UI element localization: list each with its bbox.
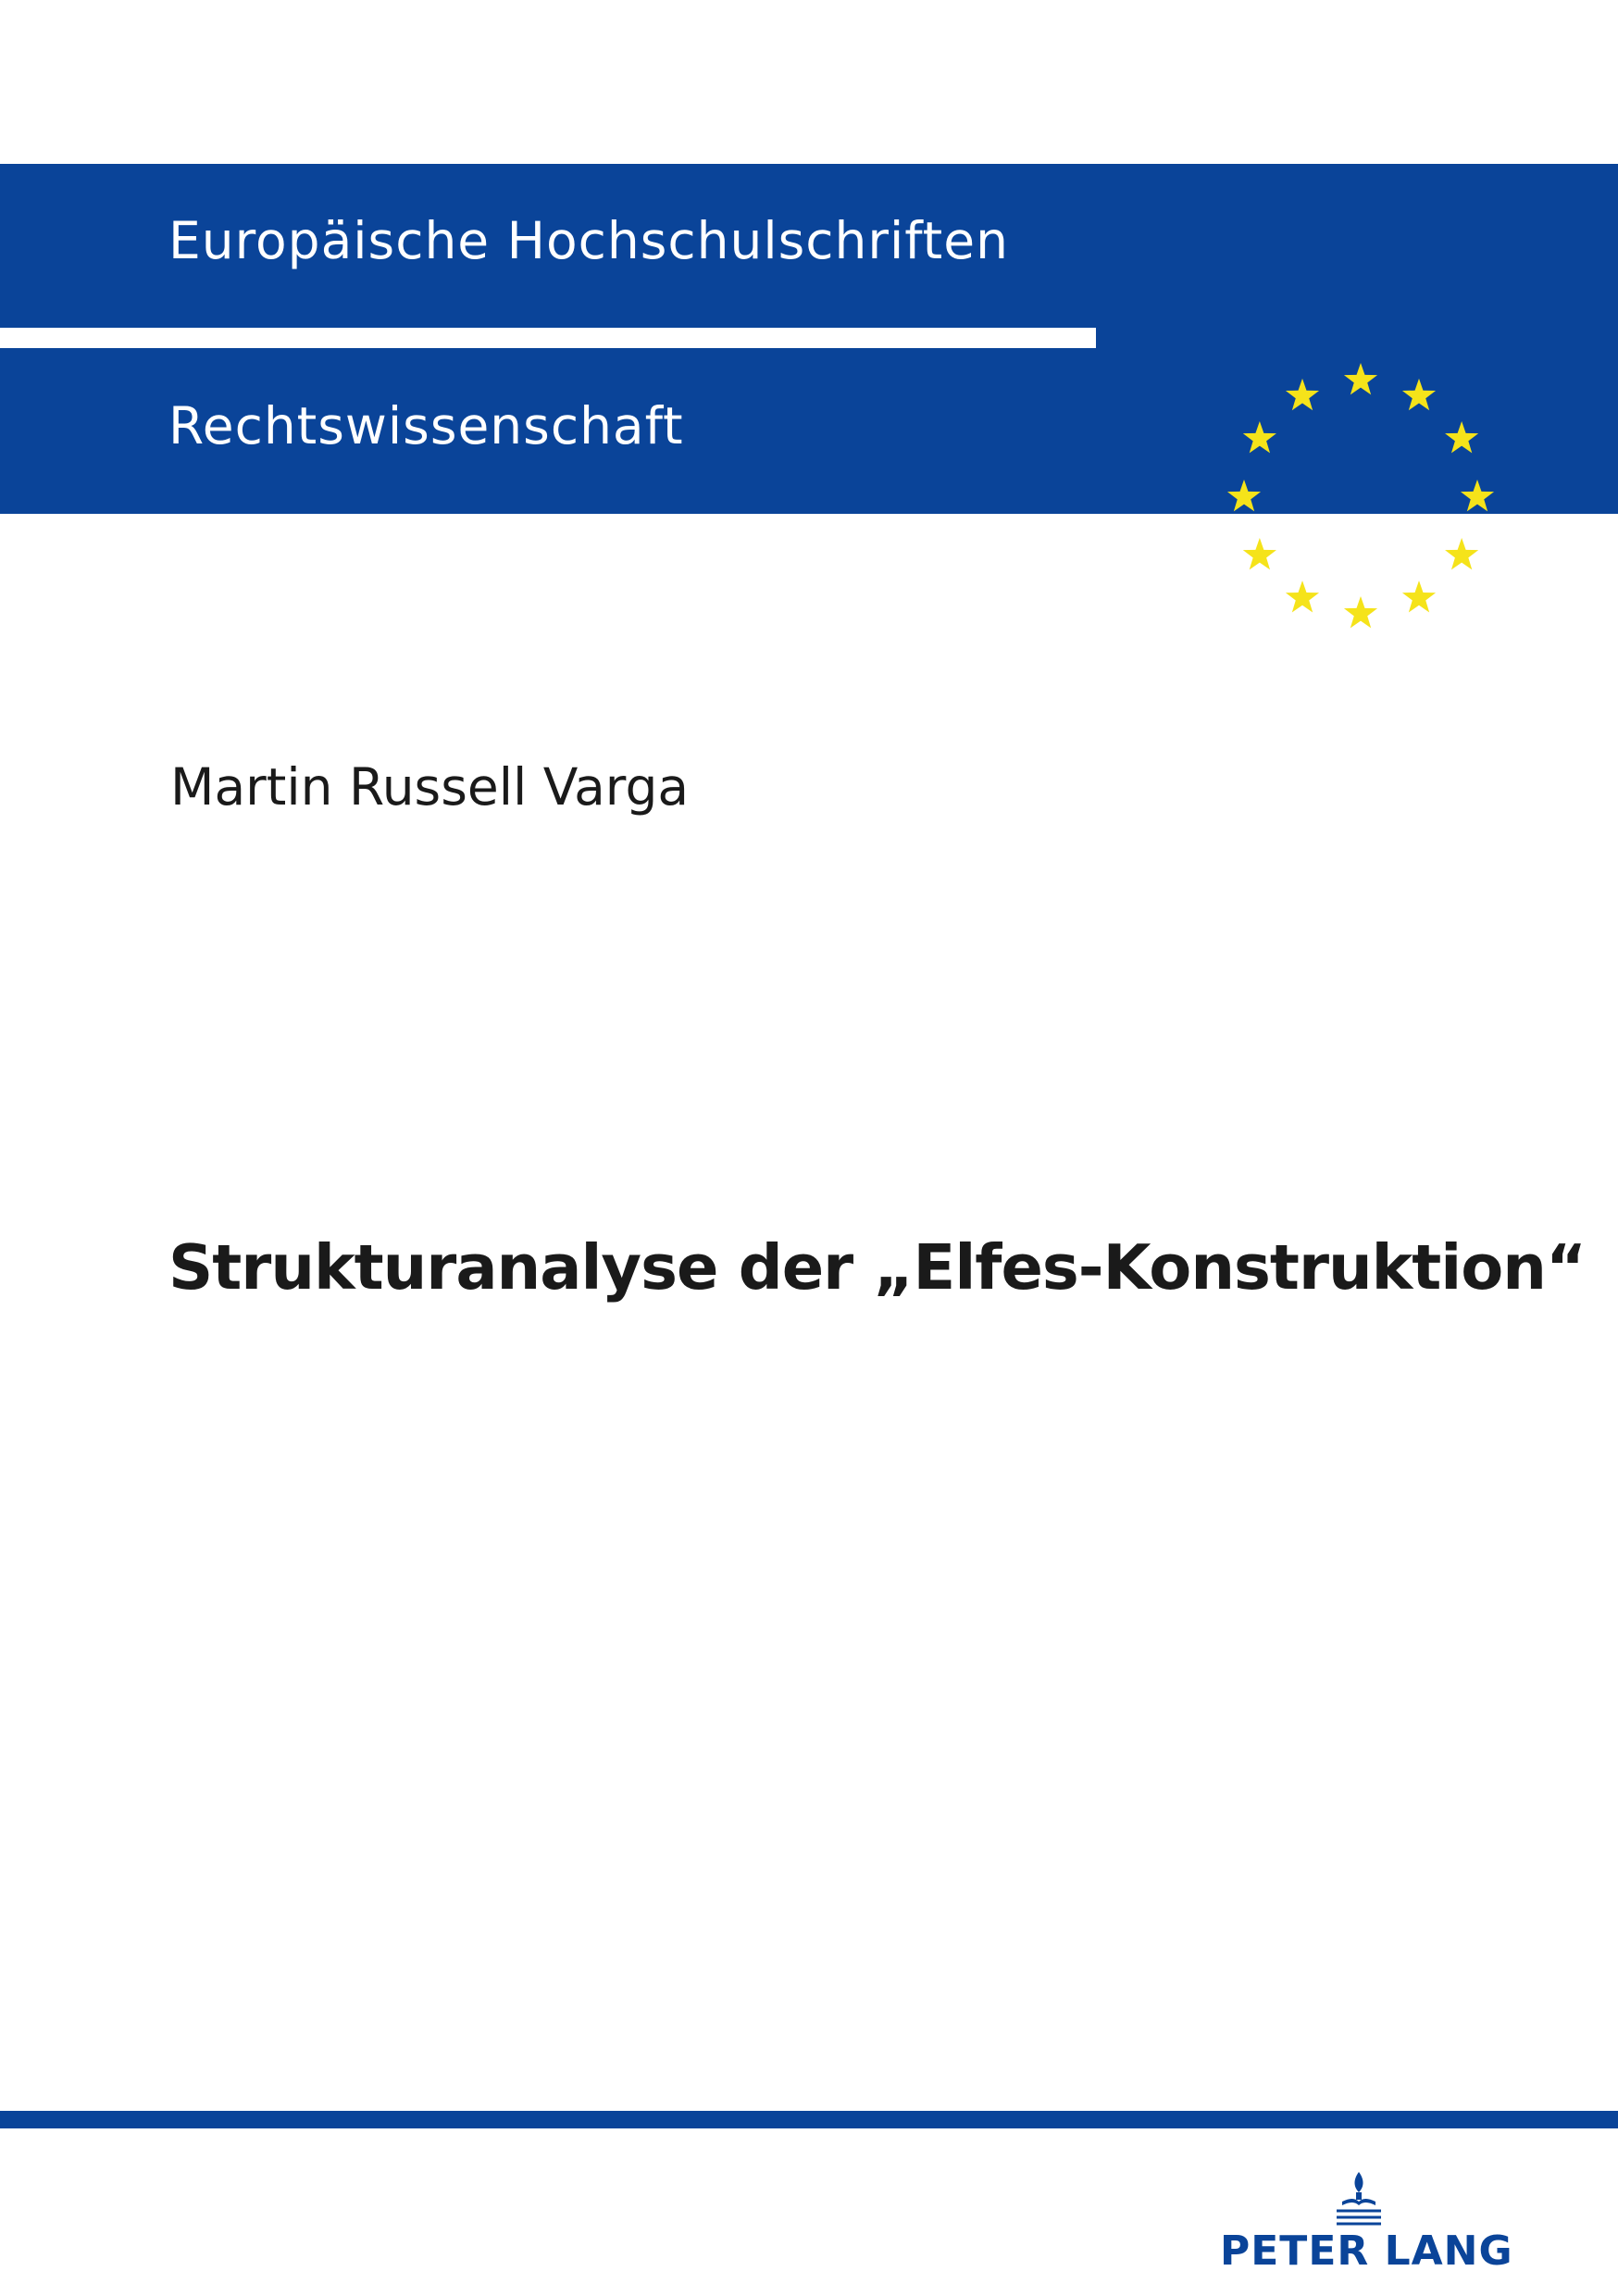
band-divider — [0, 328, 1096, 348]
publisher-name: PETER LANG — [1220, 2227, 1513, 2275]
star-icon — [1344, 596, 1377, 628]
star-icon — [1445, 421, 1478, 453]
star-icon — [1445, 538, 1478, 569]
publisher-logo — [1220, 2168, 1513, 2275]
star-icon — [1286, 379, 1319, 410]
peter-lang-emblem-icon — [1329, 2168, 1388, 2227]
star-icon — [1344, 363, 1377, 394]
series-band — [0, 164, 1618, 514]
star-icon — [1461, 480, 1494, 511]
author-name: Martin Russell Varga — [170, 757, 690, 817]
series-subtitle: Rechtswissenschaft — [168, 396, 684, 455]
series-title: Europäische Hochschulschriften — [168, 211, 1009, 270]
book-title: Strukturanalyse der „Elfes-Konstruktion“ — [168, 1231, 1586, 1304]
star-icon — [1243, 421, 1276, 453]
star-icon — [1402, 379, 1436, 410]
star-icon — [1227, 480, 1261, 511]
star-icon — [1402, 580, 1436, 612]
star-icon — [1286, 580, 1319, 612]
eu-stars-circle-icon — [1213, 349, 1509, 645]
bottom-rule — [0, 2111, 1618, 2128]
star-icon — [1243, 538, 1276, 569]
